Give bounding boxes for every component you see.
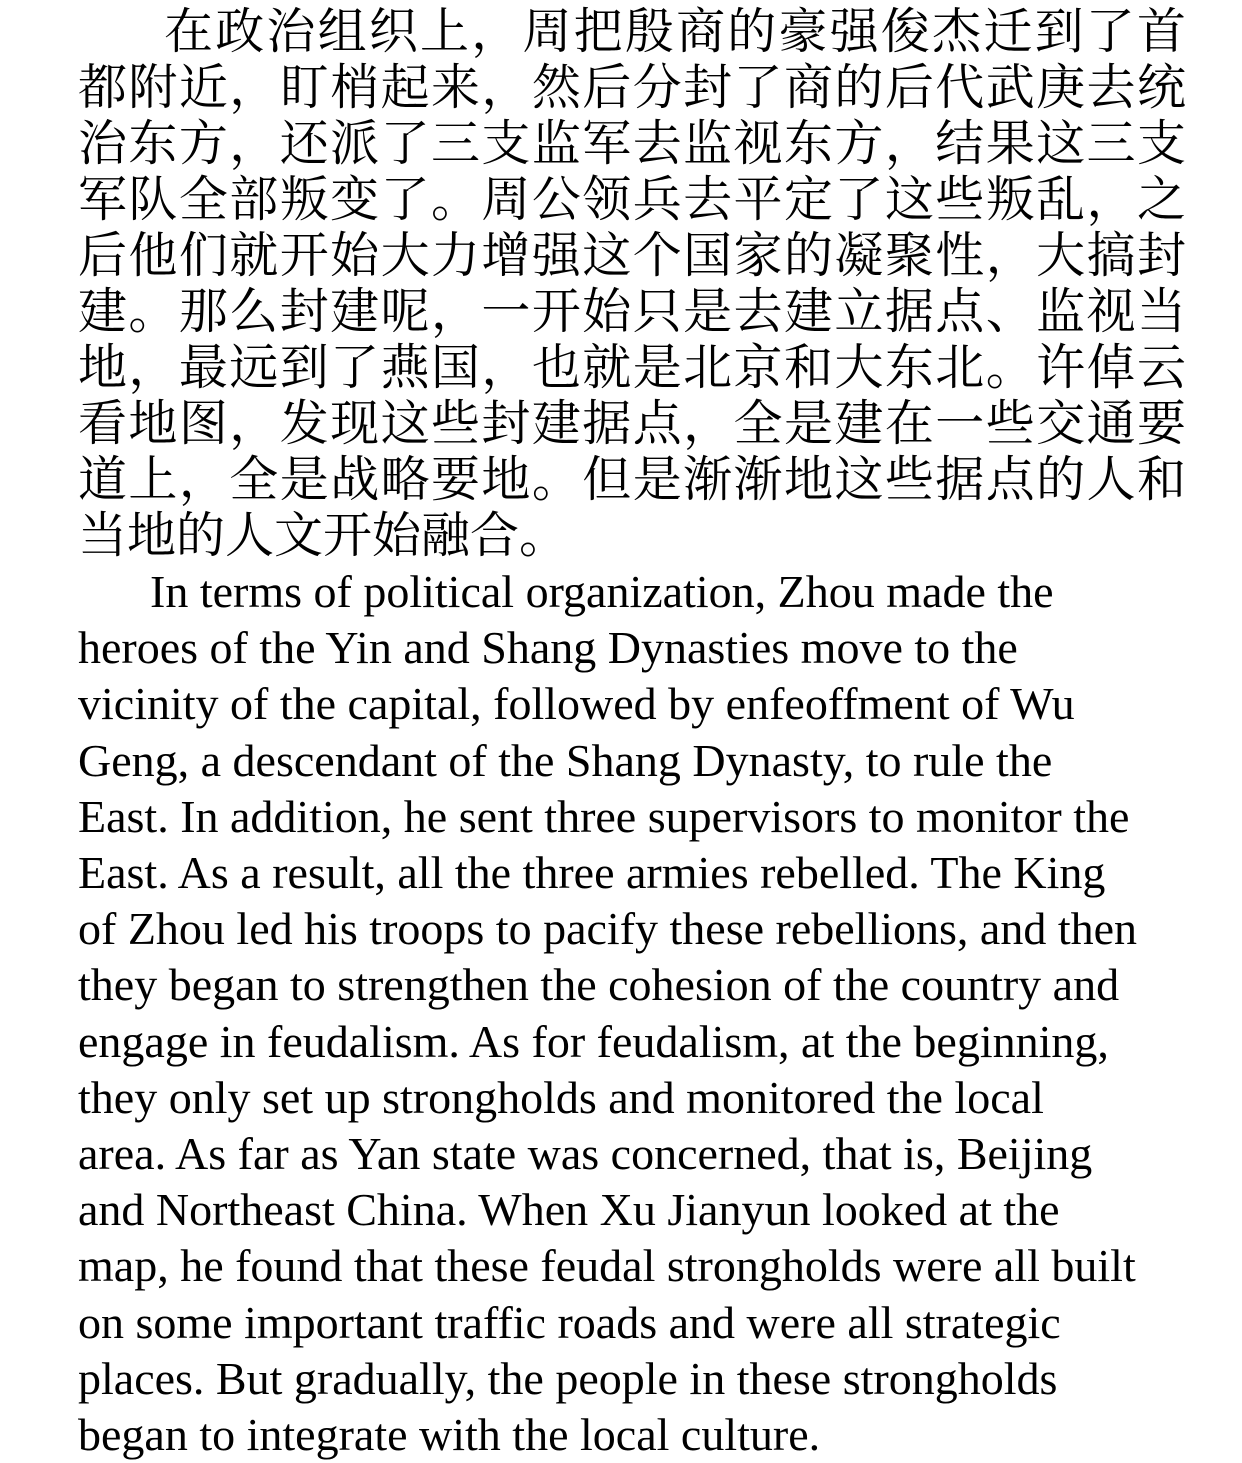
english-line: began to integrate with the local culture. (78, 1409, 821, 1461)
english-line: In terms of political organization, Zhou made the (150, 566, 1054, 617)
english-line: and Northeast China. When Xu Jianyun looked at the (78, 1184, 1060, 1236)
english-line: area. As far as Yan state was concerned, that is, Beijing (78, 1128, 1093, 1180)
english-line: they only set up strongholds and monitored the local (78, 1071, 1044, 1123)
english-line: they began to strengthen the cohesion of the country and (78, 959, 1120, 1011)
english-line: East. As a result, all the three armies rebelled. The King (78, 847, 1106, 899)
english-line: heroes of the Yin and Shang Dynasties move to the (78, 622, 1018, 674)
english-line: East. In addition, he sent three supervisors to monitor the (78, 790, 1130, 842)
english-paragraph (78, 564, 1190, 1463)
english-line: Geng, a descendant of the Shang Dynasty, to rule the (78, 734, 1053, 786)
english-line: places. But gradually, the people in these strongholds (78, 1352, 1058, 1404)
english-line: on some important traffic roads and were all strategic (78, 1296, 1061, 1348)
english-line: of Zhou led his troops to pacify these rebellions, and then (78, 903, 1138, 955)
english-line: vicinity of the capital, followed by enfeoffment of Wu (78, 678, 1075, 730)
chinese-paragraph: 在政治组织上，周把殷商的豪强俊杰迁到了首都附近，盯梢起来，然后分封了商的后代武庚去统治东方，还派了三支监军去监视东方，结果这三支军队全部叛变了。周公领兵去平定了这些叛乱，之后他们就开始大力增强这个国家的凝聚性，大搞封建。那么封建呢，一开始只是去建立据点、监视当地，最远到了燕国，也就是北京和大东北。许倬云看地图，发现这些封建据点，全是建在一些交通要道上，全是战略要地。但是渐渐地这些据点的人和当地的人文开始融合。 (78, 3, 1186, 564)
english-line: engage in feudalism. As for feudalism, at the beginning, (78, 1015, 1109, 1067)
english-line: map, he found that these feudal strongholds were all built (78, 1240, 1136, 1292)
